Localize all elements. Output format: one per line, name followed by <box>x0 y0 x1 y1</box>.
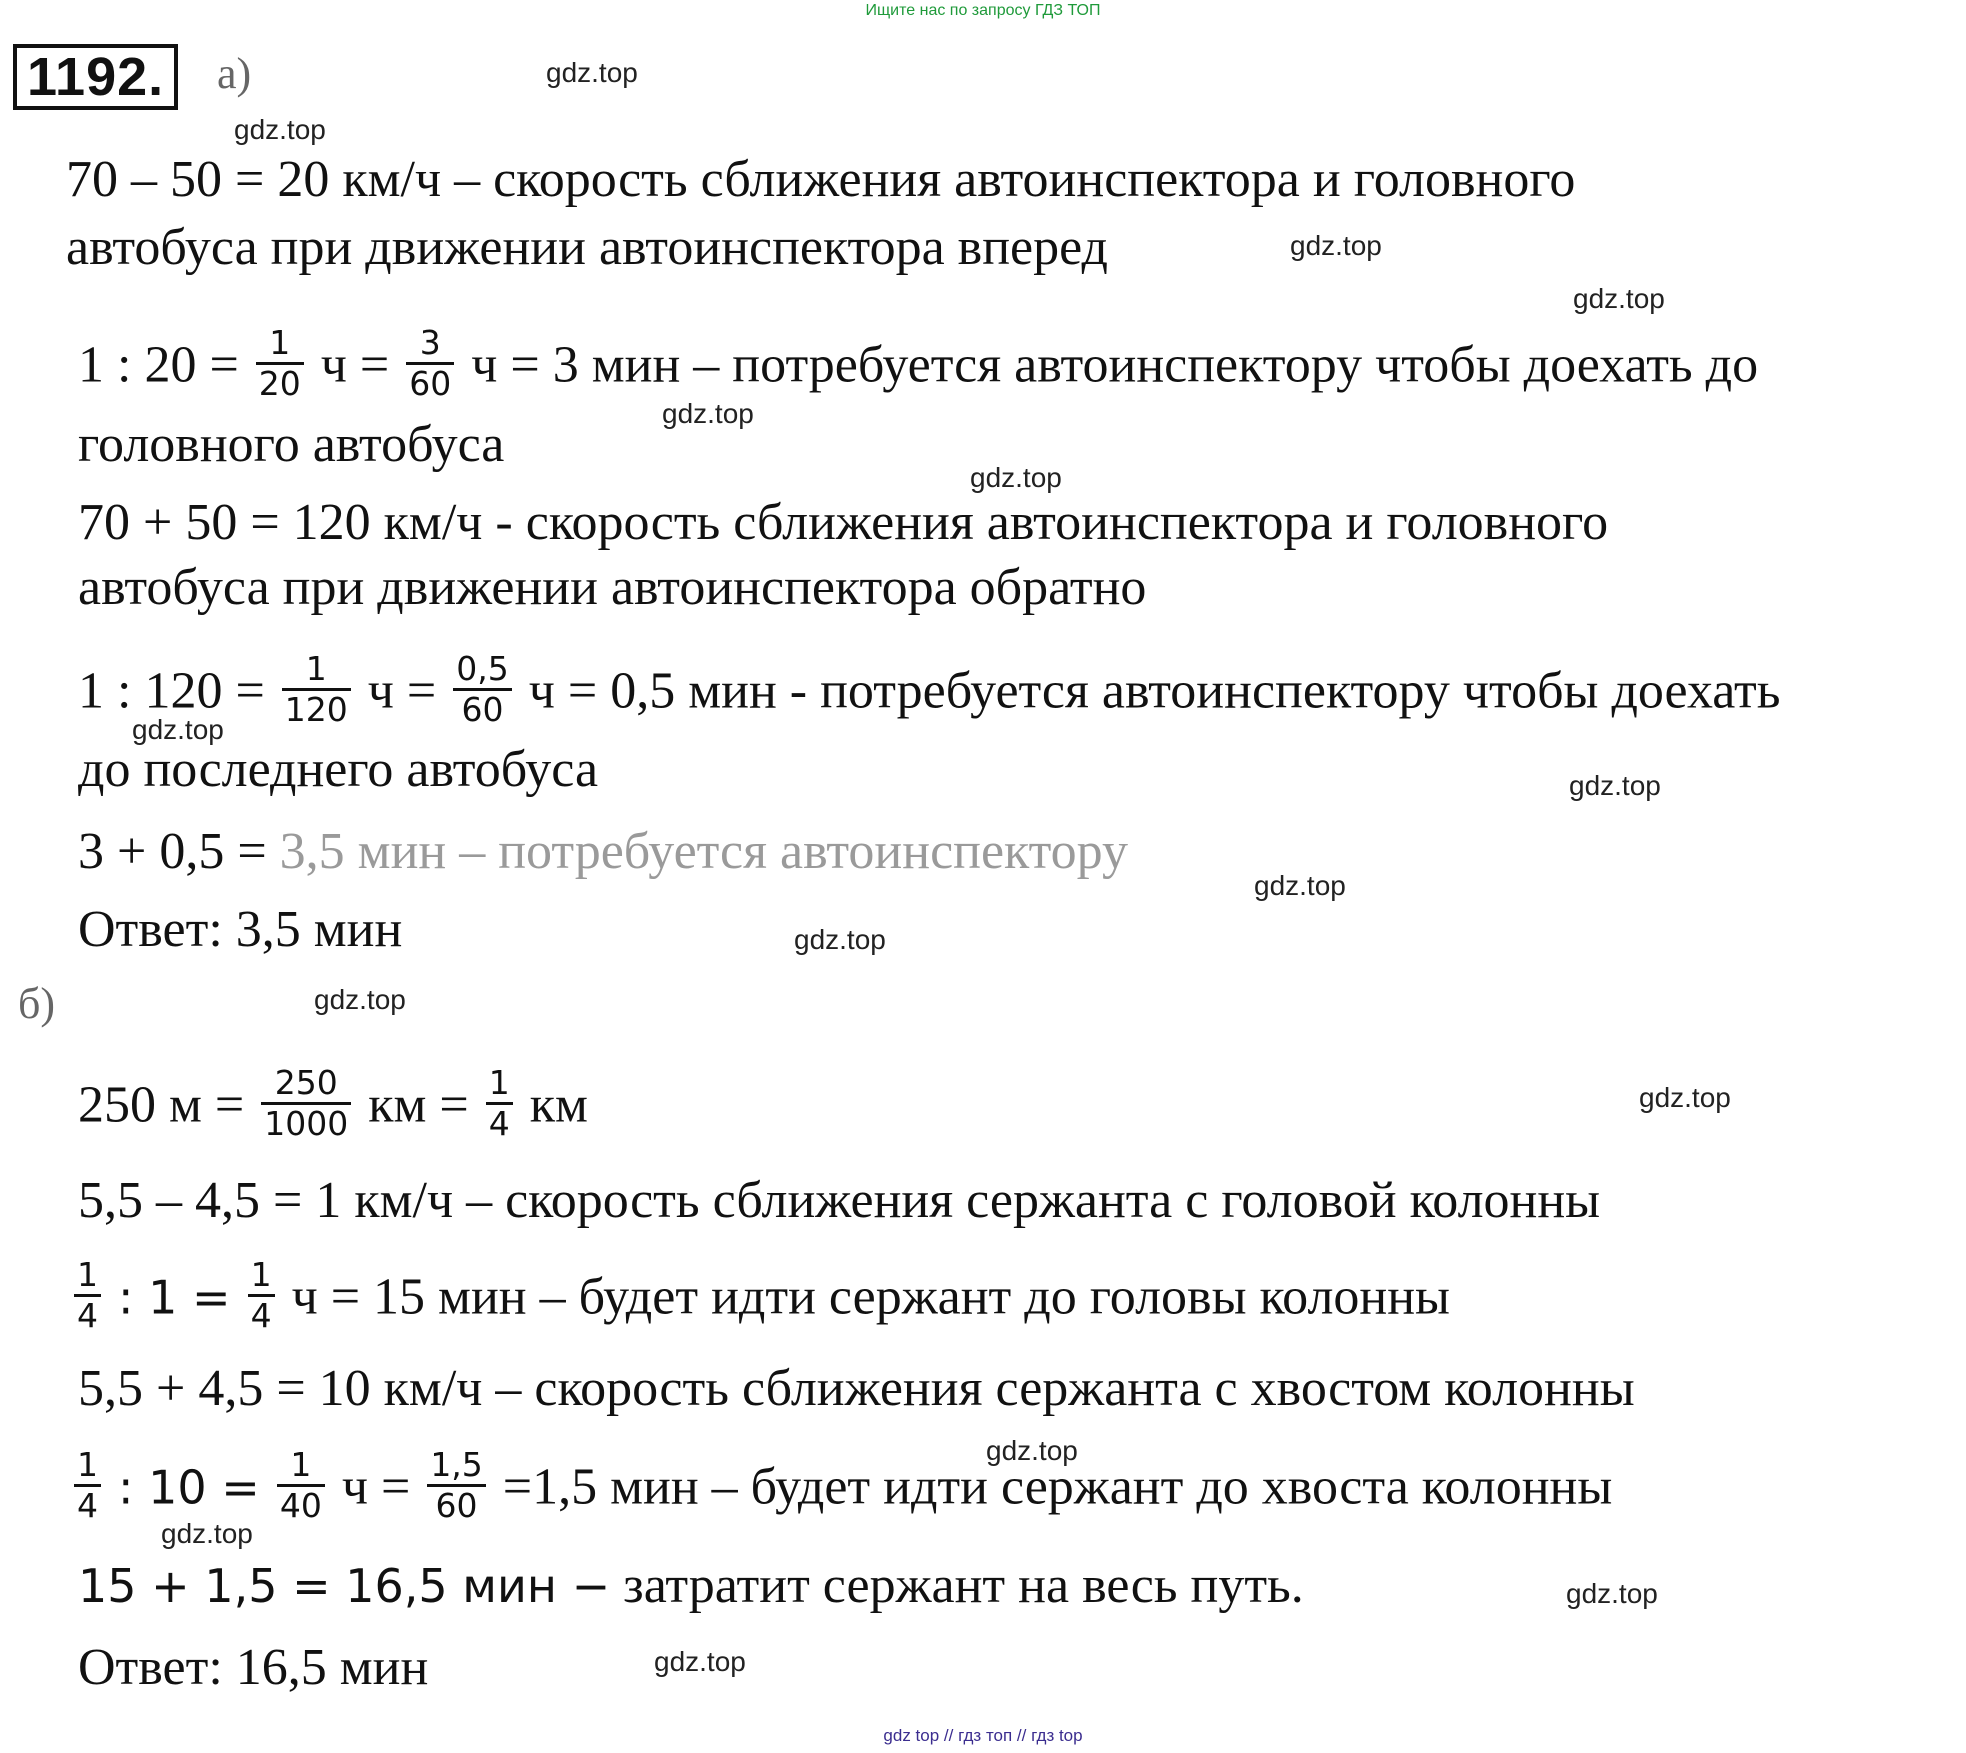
task-number-value: 1192 <box>27 47 149 107</box>
b-fraction-1-4-b <box>248 1256 275 1335</box>
b-line-5-text-2: ч = <box>341 1458 411 1516</box>
a-line-3-text-1: 1 : 20 = <box>78 336 239 394</box>
fraction-denominator: 40 <box>279 1485 322 1525</box>
watermark: gdz.top <box>1290 230 1382 261</box>
b-fraction-1-5-60 <box>427 1446 485 1525</box>
fraction-numerator: 250 <box>261 1064 351 1105</box>
fraction-denominator: 1000 <box>264 1103 349 1143</box>
b-fraction-1-4 <box>486 1064 513 1143</box>
watermark: gdz.top <box>234 114 326 145</box>
a-line-1: 70 – 50 = 20 км/ч – скорость сближения автоинспектора и головного <box>66 151 1576 208</box>
a-line-6: автобуса при движении автоинспектора обратно <box>78 559 1147 616</box>
fraction-denominator: 4 <box>77 1485 98 1525</box>
watermark: gdz.top <box>314 984 406 1015</box>
a-line-3 <box>78 323 1759 409</box>
b-line-3 <box>70 1255 1450 1341</box>
b-line-6-sum: 15 + 1,5 = 16,5 мин − <box>78 1559 611 1613</box>
b-line-6-text: затратит сержант на весь путь. <box>623 1557 1304 1614</box>
b-line-1 <box>78 1063 588 1149</box>
fraction-numerator: 1 <box>248 1256 275 1297</box>
watermark: gdz.top <box>662 398 754 429</box>
a-fraction-3-60 <box>406 324 454 403</box>
a-fraction-0-5-60 <box>453 650 511 729</box>
task-number <box>13 44 178 110</box>
a-line-9 <box>78 822 1128 882</box>
fraction-numerator: 1 <box>74 1446 101 1487</box>
b-line-5-text-3: =1,5 мин – будет идти сержант до хвоста колонны <box>502 1458 1613 1516</box>
b-line-1-text-3: км <box>529 1076 588 1134</box>
a-line-9-text: 3 + 0,5 = <box>78 823 280 880</box>
fraction-numerator: 1,5 <box>427 1446 485 1487</box>
part-a-label: а) <box>217 49 252 98</box>
b-line-2: 5,5 – 4,5 = 1 км/ч – скорость сближения сержанта с головой колонны <box>78 1172 1601 1229</box>
a-fraction-1-120 <box>282 650 351 729</box>
watermark: gdz.top <box>1639 1082 1731 1113</box>
a-line-9-faded-text: 3,5 мин – потребуется автоинспектору <box>279 823 1128 880</box>
b-line-6 <box>78 1556 1304 1616</box>
watermark: gdz.top <box>970 462 1062 493</box>
fraction-denominator: 4 <box>250 1295 272 1335</box>
b-fraction-1-40 <box>277 1446 325 1525</box>
a-fraction-1-20 <box>256 324 304 403</box>
a-line-8: до последнего автобуса <box>78 741 599 798</box>
fraction-denominator: 120 <box>284 689 348 729</box>
a-line-7-text-3: ч = 0,5 мин - потребуется автоинспектору чтобы доехать <box>528 662 1781 720</box>
a-line-7-text-2: ч = <box>367 662 437 720</box>
task-number-dot: . <box>148 47 165 107</box>
b-line-5-text-1: : 10 = <box>118 1460 260 1515</box>
watermark: gdz.top <box>986 1435 1078 1466</box>
top-note: Ищите нас по запросу ГДЗ ТОП <box>865 2 1101 19</box>
fraction-denominator: 20 <box>258 363 301 403</box>
a-line-7-text-1: 1 : 120 = <box>78 662 265 720</box>
b-line-3-text-1: : 1 = <box>118 1270 231 1325</box>
watermark: gdz.top <box>654 1646 746 1677</box>
b-line-1-text-2: км = <box>368 1076 469 1134</box>
a-line-4: головного автобуса <box>78 416 505 473</box>
b-line-1-text-1: 250 м = <box>78 1076 245 1134</box>
fraction-denominator: 60 <box>461 689 504 729</box>
fraction-denominator: 60 <box>435 1485 478 1525</box>
watermark: gdz.top <box>1569 770 1661 801</box>
b-fraction-250-1000 <box>261 1064 351 1143</box>
fraction-numerator: 3 <box>406 324 454 365</box>
a-line-3-text-2: ч = <box>320 336 390 394</box>
fraction-denominator: 4 <box>77 1295 98 1335</box>
watermark: gdz.top <box>794 924 886 955</box>
b-fraction-1-4-a <box>74 1256 101 1335</box>
fraction-numerator: 1 <box>277 1446 325 1487</box>
part-b-label: б) <box>18 979 56 1028</box>
b-fraction-1-4-c <box>74 1446 101 1525</box>
fraction-numerator: 1 <box>74 1256 101 1297</box>
a-line-7 <box>78 649 1781 735</box>
watermark: gdz.top <box>1254 870 1346 901</box>
fraction-denominator: 4 <box>488 1103 510 1143</box>
watermark: gdz.top <box>1573 283 1665 314</box>
footer: gdz top // гдз топ // гдз top <box>883 1726 1083 1745</box>
a-line-2: автобуса при движении автоинспектора вперед <box>66 219 1108 276</box>
a-line-3-text-3: ч = 3 мин – потребуется автоинспектору чтобы доехать до <box>471 336 1759 394</box>
fraction-denominator: 60 <box>409 363 452 403</box>
watermark: gdz.top <box>546 57 638 88</box>
b-line-4: 5,5 + 4,5 = 10 км/ч – скорость сближения сержанта с хвостом колонны <box>78 1360 1635 1417</box>
watermark: gdz.top <box>1566 1578 1658 1609</box>
watermark: gdz.top <box>132 714 224 745</box>
b-answer: Ответ: 16,5 мин <box>78 1639 429 1696</box>
fraction-numerator: 0,5 <box>453 650 511 691</box>
fraction-numerator: 1 <box>256 324 304 365</box>
fraction-numerator: 1 <box>486 1064 513 1105</box>
a-answer: Ответ: 3,5 мин <box>78 901 403 958</box>
watermark: gdz.top <box>161 1518 253 1549</box>
fraction-numerator: 1 <box>282 650 351 691</box>
b-line-3-text-2: ч = 15 мин – будет идти сержант до головы колонны <box>291 1268 1450 1326</box>
a-line-5: 70 + 50 = 120 км/ч - скорость сближения автоинспектора и головного <box>78 494 1609 551</box>
